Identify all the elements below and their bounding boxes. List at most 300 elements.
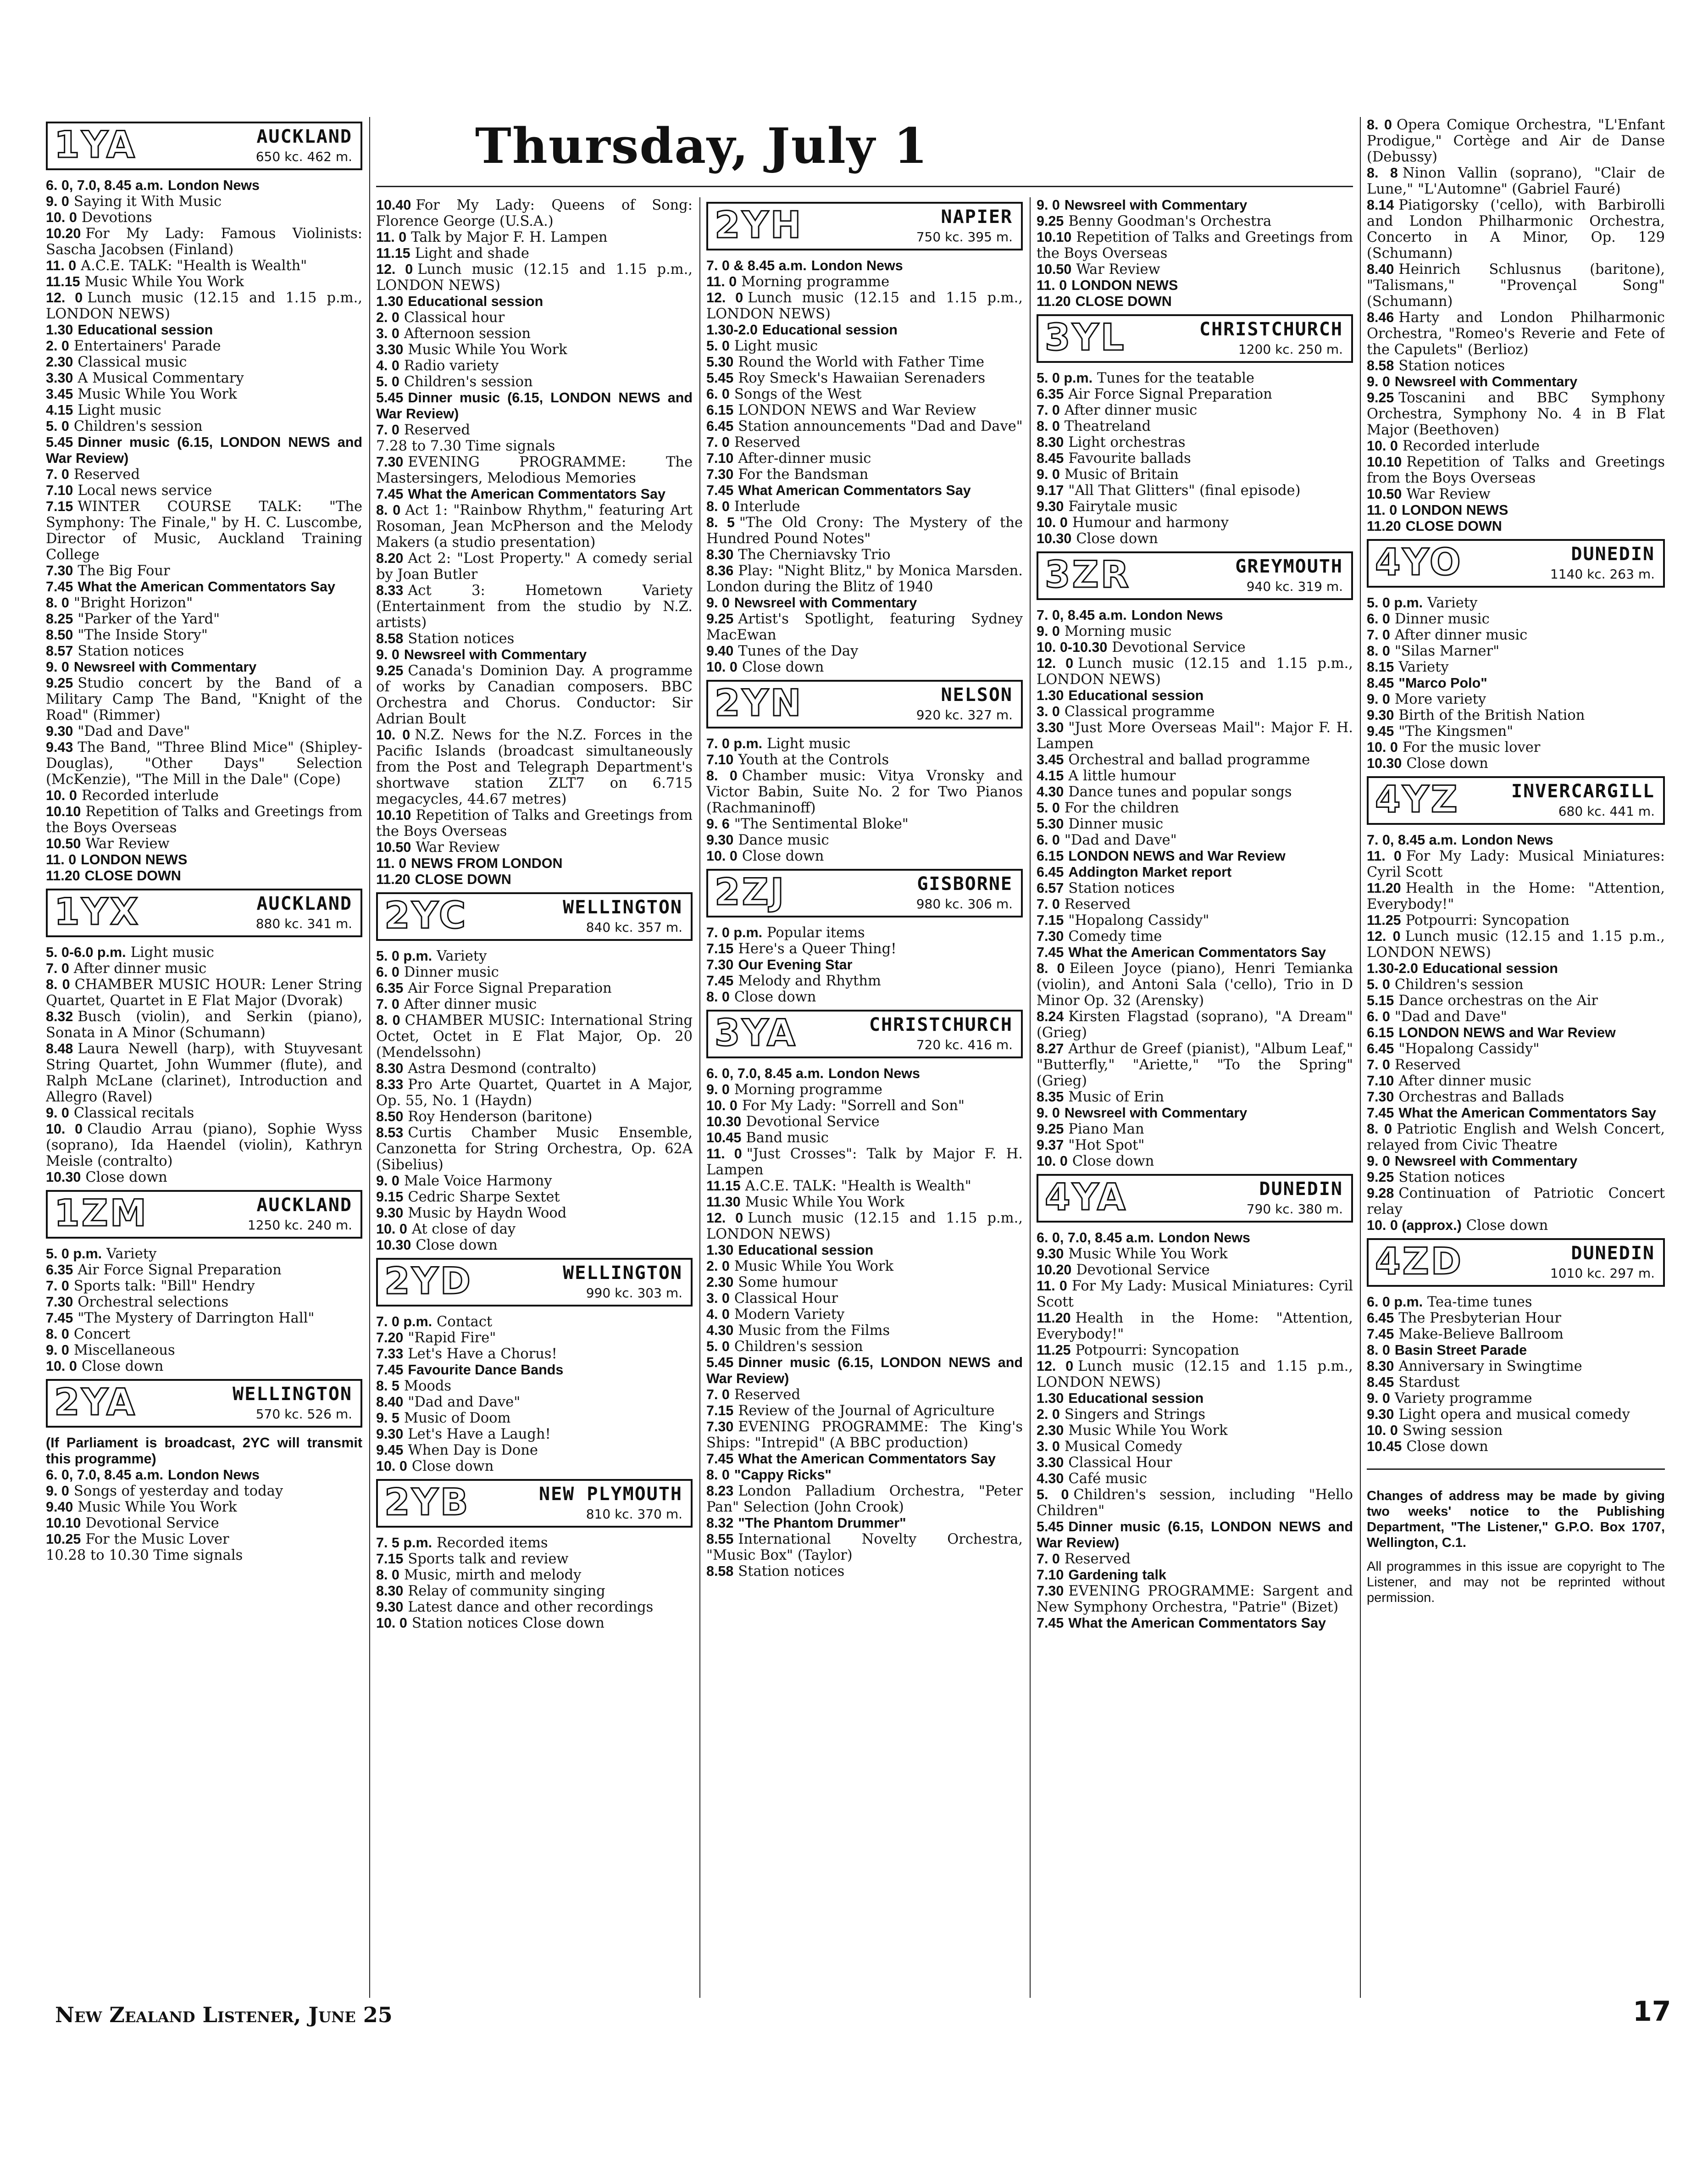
programme-item <box>706 1114 1023 1130</box>
programme-title: Kirsten Flagstad (soprano), "A Dream" (Grieg) <box>1037 1009 1353 1041</box>
programme-title: EVENING PROGRAMME: Sargent and New Symphony Orchestra, "Patrie" (Bizet) <box>1037 1583 1353 1615</box>
programme-time: 3.45 <box>46 386 73 402</box>
programme-time: 9.25 <box>1367 1169 1394 1185</box>
programme-time: 7.33 <box>376 1346 404 1362</box>
programme-item <box>706 354 1023 370</box>
programme-title: A.C.E. TALK: "Health is Wealth" <box>81 258 307 274</box>
programme-time: 9. 0 <box>706 595 730 611</box>
programme-item <box>376 1567 693 1583</box>
programme-title: Newsreel with Commentary <box>1064 197 1248 213</box>
programme-item <box>46 386 362 402</box>
station-call-sign: 1ZM <box>54 1192 149 1234</box>
programme-time: 7. 0 <box>376 996 399 1012</box>
programme-time: 8.27 <box>1037 1041 1064 1056</box>
programme-item <box>706 322 1023 338</box>
programme-item <box>46 418 362 434</box>
programme-title: London News <box>1159 1230 1250 1245</box>
programme-title: Devotional Service <box>1112 639 1246 656</box>
programme-time: 6. 0 <box>1367 611 1390 627</box>
programme-title: Here's a Queer Thing! <box>738 941 897 957</box>
programme-item <box>376 996 693 1012</box>
programme-item <box>376 1599 693 1615</box>
programme-title: Close down <box>742 659 824 675</box>
programme-time: 8. 0 <box>376 502 401 518</box>
programme-item <box>1367 1073 1665 1089</box>
station-call-sign: 3YL <box>1045 316 1126 359</box>
programme-time: 8. 0 <box>46 595 69 611</box>
programme-item <box>1367 1326 1665 1342</box>
programme-item <box>1367 611 1665 627</box>
programme-item <box>376 1109 693 1125</box>
programme-item <box>706 1563 1023 1579</box>
page-headline: Thursday, July 1 <box>475 117 929 174</box>
programme-item <box>376 454 693 486</box>
station-header-1zm <box>46 1190 362 1239</box>
programme-item <box>706 402 1023 418</box>
station-header-1yx <box>46 889 362 937</box>
programme-title: "Rapid Fire" <box>408 1330 496 1346</box>
programme-time: 11.15 <box>376 245 410 261</box>
programme-title: Male Voice Harmony <box>404 1173 552 1189</box>
programme-time: 9. 0 <box>376 1173 399 1189</box>
programme-item <box>1367 929 1665 961</box>
programme-item <box>1037 515 1353 531</box>
programme-title: Musical Comedy <box>1064 1439 1182 1455</box>
programme-title: Reserved <box>1064 896 1131 912</box>
programme-time: 8.30 <box>376 1583 404 1599</box>
programme-title: Act 2: "Lost Property." A comedy serial by Joan Butler <box>376 550 693 583</box>
programme-title: "Hot Spot" <box>1068 1137 1145 1153</box>
programme-time: 7.30 <box>706 1419 734 1435</box>
programme-title: Reserved <box>73 467 140 483</box>
programme-time: 11.20 <box>1037 294 1071 309</box>
programme-time: 10. 0 (approx.) <box>1367 1218 1462 1233</box>
programme-time: 7. 0 <box>706 1387 730 1402</box>
programme-title: Variety <box>1427 595 1478 611</box>
programme-time: 7.45 <box>376 1362 404 1378</box>
programme-item <box>1367 374 1665 390</box>
programme-title: Variety <box>1398 659 1449 675</box>
programme-title: Music While You Work <box>734 1258 894 1274</box>
programme-item <box>376 1061 693 1077</box>
station-frequency: 680 kc. 441 m. <box>1558 804 1655 819</box>
station-frequency: 840 kc. 357 m. <box>586 920 682 935</box>
programme-time: 7.15 <box>1037 912 1064 928</box>
programme-time: 9. 0 <box>46 1483 69 1499</box>
programme-time: 4.15 <box>46 402 73 418</box>
programme-title: Dinner music (6.15, LONDON NEWS and War Review) <box>1037 1519 1353 1551</box>
programme-item <box>706 1082 1023 1098</box>
programme-time: 9.30 <box>706 832 734 848</box>
programme-item <box>46 354 362 370</box>
programme-time: 7.45 <box>376 486 404 502</box>
programme-item <box>706 1531 1023 1563</box>
programme-item <box>1037 1455 1353 1471</box>
programme-title: Station notices <box>738 1563 845 1579</box>
programme-item <box>1367 595 1665 611</box>
programme-time: 10.45 <box>1367 1439 1402 1454</box>
programme-title: Fairytale music <box>1068 499 1178 515</box>
programme-item <box>46 1009 362 1041</box>
programme-time: 8.15 <box>1367 659 1394 675</box>
programme-time: 2.30 <box>1037 1423 1064 1438</box>
programme-item <box>376 1458 693 1474</box>
programme-title: For My Lady: "Sorrell and Son" <box>742 1098 965 1114</box>
programme-title: Close down <box>1076 531 1158 547</box>
programme-title: Educational session <box>1068 1390 1204 1406</box>
programme-time: 5. 0 <box>1037 1487 1069 1502</box>
programme-time: 4. 0 <box>706 1307 730 1322</box>
programme-time: 9.30 <box>376 1205 404 1221</box>
programme-title: LONDON NEWS <box>1402 502 1508 518</box>
programme-time: 8. 0 <box>46 977 70 992</box>
station-call-sign: 2YN <box>715 682 803 724</box>
programme-item <box>706 768 1023 816</box>
station-city: NEW PLYMOUTH <box>539 1484 682 1505</box>
programme-item <box>376 583 693 631</box>
programme-item <box>376 1125 693 1173</box>
programme-item <box>376 1615 693 1631</box>
programme-title: NEWS FROM LONDON <box>411 856 563 871</box>
programme-title: Moods <box>404 1378 452 1394</box>
programme-time: 10.10 <box>46 804 81 819</box>
programme-item <box>1367 1009 1665 1025</box>
notice-copyright: All programmes in this issue are copyright to The Listener, and may not be reprinted without permission. <box>1367 1559 1665 1605</box>
programme-time: 8.33 <box>376 583 404 598</box>
programme-title: Music While You Work <box>84 274 244 290</box>
programme-item <box>1037 1089 1353 1105</box>
programme-time: 3.30 <box>46 370 73 386</box>
programme-time: 6.45 <box>1367 1310 1394 1326</box>
programme-item <box>46 1531 362 1547</box>
programme-time: 5. 0 <box>376 374 399 389</box>
station-city: CHRISTCHURCH <box>1199 319 1343 340</box>
programme-title: Children's session, including "Hello Children" <box>1037 1487 1353 1519</box>
programme-time: 7. 0 <box>1037 402 1060 418</box>
programme-item <box>1367 912 1665 929</box>
programme-item <box>46 1105 362 1121</box>
programme-title: 7.28 to 7.30 Time signals <box>376 438 555 454</box>
programme-item <box>376 1362 693 1378</box>
programme-time: 8.40 <box>1367 261 1394 277</box>
programme-time: 6.35 <box>46 1262 73 1278</box>
programme-time: 2. 0 <box>1037 1407 1060 1422</box>
programme-item <box>46 563 362 579</box>
programme-time: 7. 0 p.m. <box>706 925 763 940</box>
headline-rule <box>376 186 1353 187</box>
programme-time: 9. 0 <box>1367 691 1390 707</box>
programme-title: Devotions <box>81 210 152 226</box>
programme-title: Light and shade <box>415 245 529 261</box>
programme-time: 7. 0, 8.45 a.m. <box>1367 832 1457 848</box>
programme-title: Relay of community singing <box>408 1583 605 1599</box>
programme-time: 8. 0 <box>376 1012 400 1028</box>
programme-item <box>706 736 1023 752</box>
programme-time: 2. 0 <box>376 310 399 325</box>
programme-title: "The Mystery of Darrington Hall" <box>78 1310 315 1326</box>
programme-item <box>376 1394 693 1410</box>
programme-item <box>1367 117 1665 165</box>
programme-time: 10. 0 <box>706 848 738 864</box>
programme-item <box>376 342 693 358</box>
programme-time: 9. 0 <box>46 1342 69 1358</box>
programme-time: 11.20 <box>1367 518 1401 534</box>
programme-time: 4.15 <box>1037 768 1064 784</box>
programme-time: 10.50 <box>376 840 411 855</box>
programme-title: Reserved <box>1064 1551 1131 1567</box>
programme-time: 9.15 <box>376 1189 404 1205</box>
programme-time: 6. 0 <box>1037 832 1060 848</box>
programme-item <box>376 631 693 647</box>
programme-title: Close down <box>81 1358 164 1374</box>
programme-time: 10.30 <box>1367 756 1402 771</box>
programme-item <box>1037 1153 1353 1169</box>
station-frequency: 1010 kc. 297 m. <box>1550 1266 1655 1281</box>
programme-item <box>1367 1342 1665 1358</box>
programme-time: 12. 0 <box>706 290 743 306</box>
programme-item <box>706 752 1023 768</box>
programme-item <box>706 1451 1023 1467</box>
programme-time: 11. 0 <box>1037 1278 1067 1294</box>
programme-time: 10. 0 <box>46 1358 77 1374</box>
programme-item <box>376 856 693 872</box>
programme-time: 9.40 <box>706 643 734 659</box>
programme-item <box>46 322 362 338</box>
programme-time: 7.45 <box>1037 945 1064 960</box>
programme-title: LONDON NEWS and War Review <box>1068 848 1286 864</box>
programme-time: 10. 0 <box>46 1121 83 1137</box>
programme-item <box>706 547 1023 563</box>
station-header-3yl <box>1037 314 1353 363</box>
programme-title: The Band, "Three Blind Mice" (Shipley-Douglas), "Other Days" Selection (McKenzie), "The Mill in the Dale" (Cope) <box>46 739 362 788</box>
programme-title: Station announcements "Dad and Dave" <box>738 418 1023 434</box>
programme-item <box>376 1077 693 1109</box>
programme-item <box>376 422 693 438</box>
programme-item <box>706 290 1023 322</box>
programme-time: 9.25 <box>1367 390 1394 406</box>
programme-item <box>46 1294 362 1310</box>
programme-title: Play: "Night Blitz," by Monica Marsden. London during the Blitz of 1940 <box>706 563 1023 595</box>
programme-time: 9.30 <box>1037 499 1064 514</box>
programme-title: Repetition of Talks and Greetings from the Boys Overseas <box>1367 454 1665 486</box>
programme-item <box>1037 1262 1353 1278</box>
programme-title: Music by Haydn Wood <box>408 1205 567 1221</box>
programme-item <box>376 502 693 550</box>
programme-item <box>376 1583 693 1599</box>
programme-title: Dinner music (6.15, LONDON NEWS and War Review) <box>706 1355 1023 1386</box>
programme-item <box>706 515 1023 547</box>
station-frequency: 790 kc. 380 m. <box>1246 1201 1343 1217</box>
programme-title: Lunch music (12.15 and 1.15 p.m., LONDON NEWS) <box>706 1210 1023 1242</box>
programme-item <box>706 467 1023 483</box>
station-header-4yz <box>1367 776 1665 825</box>
programme-title: Close down <box>1466 1218 1548 1234</box>
programme-time: 12. 0 <box>1367 929 1401 944</box>
programme-title: Lunch music (12.15 and 1.15 p.m., LONDON NEWS) <box>376 261 693 294</box>
programme-time: 7.45 <box>1037 1615 1064 1631</box>
programme-item <box>46 226 362 258</box>
programme-item <box>46 1342 362 1358</box>
programme-title: Dance music <box>738 832 829 848</box>
programme-time: 10.40 <box>376 197 411 213</box>
station-frequency: 750 kc. 395 m. <box>916 229 1013 245</box>
programme-time: 7.30 <box>46 1294 73 1310</box>
programme-time: 8.40 <box>376 1394 404 1410</box>
programme-time: 9.30 <box>376 1599 404 1615</box>
programme-item <box>1367 1407 1665 1423</box>
programme-time: 5. 0 p.m. <box>376 948 433 964</box>
programme-title: "Dad and Dave" <box>408 1394 521 1410</box>
programme-item <box>1037 1423 1353 1439</box>
programme-time: 8. 5 <box>376 1378 399 1394</box>
programme-time: 8. 0 <box>1367 643 1390 659</box>
programme-item <box>376 197 693 229</box>
programme-time: 9.25 <box>46 675 73 691</box>
programme-title: Music While You Work <box>78 1499 237 1515</box>
programme-item <box>706 925 1023 941</box>
programme-time: 6. 0, 7.0, 8.45 a.m. <box>1037 1230 1154 1245</box>
programme-item <box>1367 675 1665 691</box>
programme-time: 8.32 <box>706 1515 734 1531</box>
programme-item <box>1037 1567 1353 1583</box>
programme-item <box>376 374 693 390</box>
programme-title: Devotional Service <box>1076 1262 1210 1278</box>
programme-time: 8.58 <box>706 1563 734 1579</box>
programme-title: WINTER COURSE TALK: "The Symphony: The Finale," by H. C. Luscombe, Director of Music, Auckland Training College <box>46 499 362 563</box>
programme-title: "The Old Crony: The Mystery of the Hundred Pound Notes" <box>706 515 1023 547</box>
programme-title: Station notices <box>1398 1169 1505 1185</box>
programme-time: 7. 0, 8.45 a.m. <box>1037 607 1127 623</box>
programme-item <box>1367 832 1665 848</box>
programme-time: 10. 0 <box>1367 438 1398 454</box>
programme-item <box>706 338 1023 354</box>
programme-time: 8.45 <box>1367 675 1394 691</box>
programme-item <box>706 1483 1023 1515</box>
programme-title: Comedy time <box>1068 929 1162 945</box>
programme-item <box>1037 623 1353 639</box>
programme-item <box>1367 643 1665 659</box>
programme-title: EVENING PROGRAMME: The King's Ships: "Intrepid" (A BBC production) <box>706 1419 1023 1451</box>
programme-title: Potpourri: Syncopation <box>1405 912 1569 929</box>
programme-title: Newsreel with Commentary <box>1064 1105 1248 1121</box>
programme-time: 11.20 <box>376 872 410 887</box>
programme-item <box>376 1330 693 1346</box>
programme-item <box>1037 832 1353 848</box>
programme-item <box>1367 310 1665 358</box>
programme-title: Children's session <box>1394 977 1524 993</box>
programme-item <box>706 386 1023 402</box>
programme-title: When Day is Done <box>408 1442 538 1458</box>
programme-time: 6.15 <box>706 402 734 418</box>
programme-time: 10.45 <box>706 1130 742 1145</box>
programme-time: 7.30 <box>46 563 73 578</box>
programme-title: Reserved <box>1394 1057 1461 1073</box>
programme-item <box>1037 213 1353 229</box>
programme-time: 3. 0 <box>1037 1439 1060 1454</box>
programme-time: 5.45 <box>376 390 404 406</box>
programme-time: 1.30 <box>46 322 73 338</box>
programme-item <box>1037 945 1353 961</box>
programme-item <box>706 1403 1023 1419</box>
programme-item <box>1037 1278 1353 1310</box>
programme-time: 8.57 <box>46 643 73 659</box>
programme-item <box>1367 1057 1665 1073</box>
programme-title: Addington Market report <box>1068 864 1232 880</box>
station-header-4zd <box>1367 1238 1665 1287</box>
programme-item <box>1367 165 1665 197</box>
programme-title: Station notices <box>1398 358 1505 374</box>
programme-time: 9. 0 <box>1037 1105 1060 1121</box>
programme-time: 8.25 <box>46 611 73 627</box>
programme-time: 11. 0 <box>46 852 77 867</box>
programme-item <box>1367 1185 1665 1218</box>
programme-title: Artist's Spotlight, featuring Sydney MacEwan <box>706 611 1023 643</box>
programme-title: LONDON NEWS and War Review <box>1398 1025 1616 1040</box>
programme-item <box>1037 1358 1353 1390</box>
programme-item <box>1367 1025 1665 1041</box>
programme-title: Station notices <box>1068 880 1175 896</box>
programme-title: Contact <box>437 1314 493 1330</box>
programme-item <box>376 1189 693 1205</box>
station-frequency: 650 kc. 462 m. <box>255 149 352 164</box>
programme-time: 12. 0 <box>1037 656 1074 671</box>
programme-time: 9.45 <box>376 1442 404 1458</box>
programme-time: 11.25 <box>1367 912 1401 928</box>
programme-title: Talk by Major F. H. Lampen <box>411 229 608 245</box>
programme-item <box>46 804 362 836</box>
programme-title: Station notices <box>78 643 184 659</box>
programme-title: For My Lady: Musical Miniatures: Cyril Scott <box>1037 1278 1353 1310</box>
programme-title: Café music <box>1068 1471 1147 1487</box>
programme-title: For My Lady: Queens of Song: Florence George (U.S.A.) <box>376 197 693 229</box>
programme-title: After dinner music <box>1398 1073 1531 1089</box>
programme-time: 4.30 <box>1037 1471 1064 1486</box>
programme-title: Opera Comique Orchestra, "L'Enfant Prodigue," Cortège and Air de Danse (Debussy) <box>1367 117 1665 165</box>
programme-time: 1.30 <box>1037 688 1064 703</box>
programme-time: 7.45 <box>706 1451 734 1467</box>
programme-time: 9.30 <box>376 1426 404 1442</box>
programme-item <box>376 1237 693 1253</box>
footer-publication: New Zealand Listener, June 25 <box>55 2002 393 2027</box>
programme-time: 10.30 <box>376 1237 411 1253</box>
programme-title: Music While You Work <box>1068 1423 1228 1439</box>
programme-title: Act 3: Hometown Variety (Entertainment from the studio by N.Z. artists) <box>376 583 693 631</box>
programme-title: Lunch music (12.15 and 1.15 p.m., LONDON NEWS) <box>706 290 1023 322</box>
programme-title: Dance orchestras on the Air <box>1398 993 1598 1009</box>
programme-time: 3.30 <box>376 342 404 357</box>
programme-time: 8.50 <box>376 1109 404 1124</box>
programme-time: 9.30 <box>1367 1407 1394 1422</box>
programme-title: London News <box>1461 832 1553 848</box>
programme-time: 2. 0 <box>706 1258 730 1274</box>
programme-item <box>46 483 362 499</box>
programme-title: Let's Have a Laugh! <box>408 1426 551 1442</box>
programme-time: 11. 0 <box>46 258 77 273</box>
programme-item <box>706 370 1023 386</box>
programme-item <box>1367 1310 1665 1326</box>
station-call-sign: 2YA <box>54 1381 137 1423</box>
programme-time: 6. 0 p.m. <box>1367 1294 1423 1310</box>
station-city: GISBORNE <box>917 873 1013 895</box>
programme-item <box>46 1483 362 1499</box>
programme-title: Chamber music: Vitya Vronsky and Victor Babin, Suite No. 2 for Two Pianos (Rachmaninoff) <box>706 768 1023 816</box>
programme-time: 9. 6 <box>706 816 730 832</box>
programme-time: 9.25 <box>376 663 404 678</box>
programme-time: 4.30 <box>1037 784 1064 800</box>
station-header-1ya <box>46 122 362 170</box>
programme-time: 8. 0 <box>706 989 730 1005</box>
programme-time: 3. 0 <box>1037 704 1060 719</box>
